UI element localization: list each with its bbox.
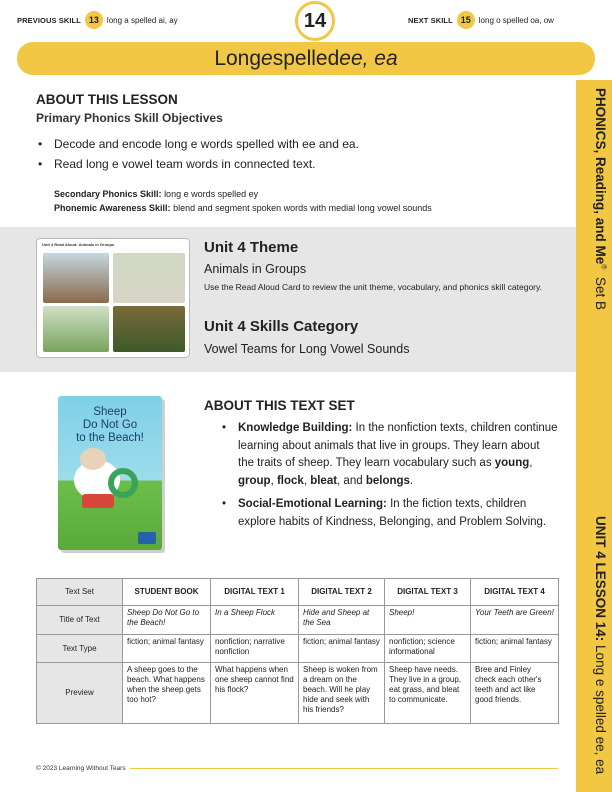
photo-snails bbox=[43, 253, 109, 303]
photo-sheep-field bbox=[43, 306, 109, 352]
about-lesson-heading: ABOUT THIS LESSON bbox=[36, 92, 178, 107]
vocab-word: bleat bbox=[310, 474, 338, 487]
vocab-word: group bbox=[238, 474, 271, 487]
book-title-line: Do Not Go bbox=[82, 419, 138, 431]
shorts-illustration bbox=[82, 494, 114, 508]
trademark: ® bbox=[599, 264, 607, 270]
sel-label: Social-Emotional Learning: bbox=[238, 498, 387, 510]
lesson-skill: Long e spelled ee, ea bbox=[593, 645, 608, 775]
unit-theme-name: Animals in Groups bbox=[204, 262, 307, 276]
table-cell: Sheep! bbox=[385, 606, 471, 635]
kb-text: In the nonfiction texts, children continue learning about animals that live in groups. They learn about the traits of sheep. They learn vocabulary such as bbox=[238, 422, 558, 469]
vocab-word: young bbox=[494, 457, 530, 469]
column-header: DIGITAL TEXT 3 bbox=[385, 579, 471, 606]
unit-theme-heading: Unit 4 Theme bbox=[204, 239, 299, 256]
title-part-italic: ee, ea bbox=[339, 46, 398, 70]
table-corner: Text Set bbox=[37, 579, 123, 606]
swim-ring-illustration bbox=[108, 468, 138, 498]
row-header: Title of Text bbox=[37, 606, 123, 635]
unit-theme-note: Use the Read Aloud Card to review the unit theme, vocabulary, and phonics skill category. bbox=[204, 282, 542, 292]
title-part: spelled bbox=[272, 46, 340, 70]
read-aloud-card-image bbox=[36, 238, 190, 358]
phonemic-value: blend and segment spoken words with medial long vowel sounds bbox=[173, 203, 432, 213]
previous-skill-label: PREVIOUS SKILL bbox=[17, 15, 81, 25]
table-cell: Bree and Finley check each other's teeth and act like good friends. bbox=[471, 663, 559, 724]
next-skill-label: NEXT SKILL bbox=[408, 15, 453, 25]
table-cell: nonfiction; science informational bbox=[385, 635, 471, 663]
text-set-table bbox=[36, 578, 559, 724]
table-cell: Sheep have needs. They live in a group, eat grass, and bleat to communicate. bbox=[385, 663, 471, 724]
book-title-line: to the Beach! bbox=[76, 432, 144, 444]
lesson-number: 14 bbox=[295, 1, 335, 41]
program-set: Set B bbox=[593, 276, 608, 310]
previous-skill[interactable] bbox=[17, 11, 178, 29]
text-set-list bbox=[222, 420, 558, 537]
title-part: Long bbox=[214, 46, 262, 70]
sidebar-program bbox=[576, 84, 612, 384]
row-header: Preview bbox=[37, 663, 123, 724]
about-text-set-heading: ABOUT THIS TEXT SET bbox=[204, 398, 355, 413]
list-item: • Decode and encode long e words spelled with ee and ea. bbox=[36, 134, 556, 154]
lesson-number-badge bbox=[291, 1, 347, 41]
sheep-head-illustration bbox=[80, 448, 106, 470]
book-title bbox=[58, 406, 162, 445]
column-header: DIGITAL TEXT 1 bbox=[211, 579, 299, 606]
secondary-label: Secondary Phonics Skill: bbox=[54, 189, 162, 199]
table-cell: In a Sheep Flock bbox=[211, 606, 299, 635]
table-cell: fiction; animal fantasy bbox=[123, 635, 211, 663]
table-cell: Your Teeth are Green! bbox=[471, 606, 559, 635]
column-header: DIGITAL TEXT 2 bbox=[299, 579, 385, 606]
phonemic-label: Phonemic Awareness Skill: bbox=[54, 203, 171, 213]
secondary-value: long e words spelled ey bbox=[164, 189, 259, 199]
skills-category-name: Vowel Teams for Long Vowel Sounds bbox=[204, 342, 410, 356]
book-title-line: Sheep bbox=[93, 406, 127, 418]
table-cell: nonfiction; narrative nonfiction bbox=[211, 635, 299, 663]
vocab-word: flock bbox=[276, 474, 304, 487]
table-row bbox=[37, 635, 559, 663]
secondary-skills bbox=[54, 187, 432, 215]
student-book-cover bbox=[58, 396, 162, 550]
previous-skill-number: 13 bbox=[85, 11, 103, 29]
next-skill-text: long o spelled oa, ow bbox=[478, 15, 554, 25]
next-skill[interactable] bbox=[408, 11, 554, 29]
column-header: STUDENT BOOK bbox=[123, 579, 211, 606]
publisher-logo bbox=[138, 532, 156, 544]
table-row bbox=[37, 663, 559, 724]
kb-label: Knowledge Building: bbox=[238, 422, 353, 434]
table-cell: A sheep goes to the beach. What happens when the sheep gets too hot? bbox=[123, 663, 211, 724]
lesson-navigation bbox=[0, 0, 612, 36]
knowledge-building-item: • Knowledge Building: In the nonfiction texts, children continue learning about animals that live in groups. They learn about the traits of sheep. They learn vocabulary such as young, group, flock, bleat, and belongs. bbox=[222, 420, 558, 490]
card-caption: Unit 4 Read Aloud: Animals in Groups bbox=[42, 242, 115, 247]
next-skill-number: 15 bbox=[457, 11, 475, 29]
skills-category-heading: Unit 4 Skills Category bbox=[204, 318, 359, 335]
table-cell: What happens when one sheep cannot find his flock? bbox=[211, 663, 299, 724]
table-row bbox=[37, 606, 559, 635]
unit-lesson: UNIT 4 LESSON 14: bbox=[593, 516, 608, 642]
table-cell: Sheep is woken from a dream on the beach. Will he play hide and seek with his friends? bbox=[299, 663, 385, 724]
objectives-heading: Primary Phonics Skill Objectives bbox=[36, 111, 223, 125]
previous-skill-text: long a spelled ai, ay bbox=[106, 15, 178, 25]
table-cell: Hide and Sheep at the Sea bbox=[299, 606, 385, 635]
title-part-italic: e bbox=[261, 46, 273, 70]
program-name: PHONICS, Reading, and Me bbox=[593, 88, 608, 265]
table-cell: fiction; animal fantasy bbox=[471, 635, 559, 663]
copyright: © 2023 Learning Without Tears bbox=[36, 765, 130, 772]
objectives-list bbox=[36, 134, 556, 174]
page-title bbox=[17, 42, 595, 75]
sel-text: In the fiction texts, children explore habits of Kindness, Belonging, and Problem Solving. bbox=[238, 498, 547, 528]
photo-bats bbox=[113, 306, 185, 352]
column-header: DIGITAL TEXT 4 bbox=[471, 579, 559, 606]
photo-sheep-flock bbox=[113, 253, 185, 303]
table-cell: fiction; animal fantasy bbox=[299, 635, 385, 663]
vocab-word: belongs bbox=[365, 474, 410, 487]
sidebar-lesson bbox=[576, 516, 612, 786]
row-header: Text Type bbox=[37, 635, 123, 663]
list-item: • Read long e vowel team words in connected text. bbox=[36, 154, 556, 174]
sel-item bbox=[222, 496, 558, 531]
table-cell: Sheep Do Not Go to the Beach! bbox=[123, 606, 211, 635]
